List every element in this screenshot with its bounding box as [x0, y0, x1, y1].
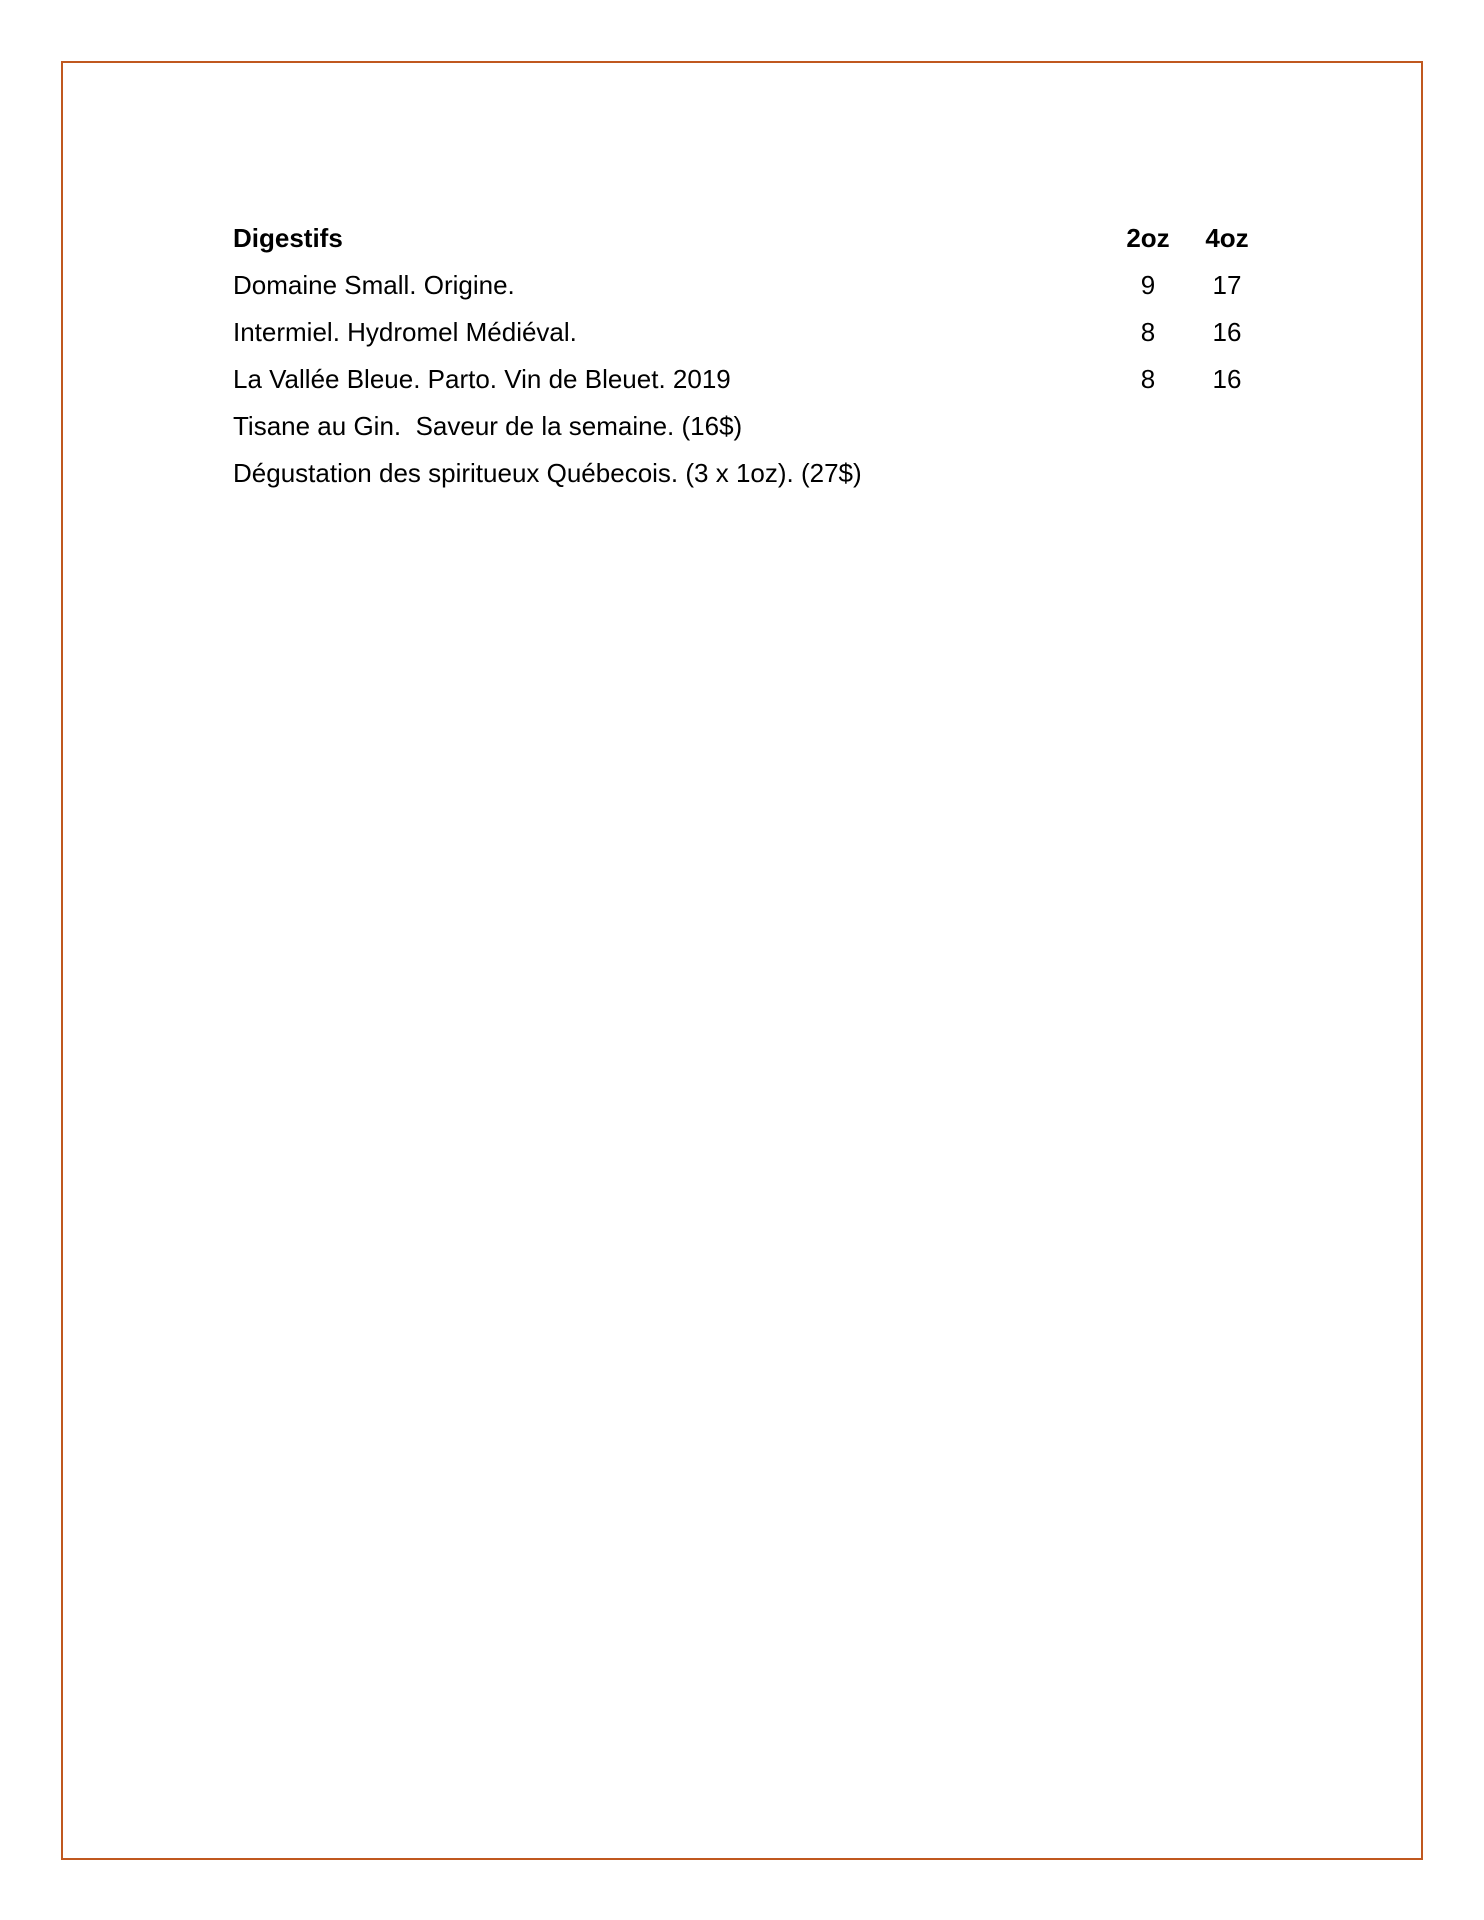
column-header-2oz: 2oz [1126, 223, 1170, 253]
menu-item-price-2oz: 8 [1140, 364, 1156, 394]
menu-item-price-4oz: 17 [1212, 270, 1242, 300]
menu-item [233, 314, 1253, 361]
menu-item [233, 408, 1253, 455]
menu-item [233, 455, 1253, 502]
menu-item-name: La Vallée Bleue. Parto. Vin de Bleuet. 2019 [233, 364, 731, 394]
menu-item-price-4oz: 16 [1212, 317, 1242, 347]
menu-item-price-4oz: 16 [1212, 364, 1242, 394]
menu-item [233, 361, 1253, 408]
menu-item-price-2oz: 9 [1140, 270, 1156, 300]
menu-item-name: Domaine Small. Origine. [233, 270, 515, 300]
menu-item-name: Intermiel. Hydromel Médiéval. [233, 317, 577, 347]
digestifs-menu [233, 220, 1253, 502]
menu-header-row [233, 220, 1253, 267]
menu-item-price-2oz: 8 [1140, 317, 1156, 347]
menu-item [233, 267, 1253, 314]
column-header-4oz: 4oz [1205, 223, 1249, 253]
menu-item-name: Dégustation des spiritueux Québecois. (3 x 1oz). (27$) [233, 458, 862, 488]
menu-item-name: Tisane au Gin. Saveur de la semaine. (16$) [233, 411, 743, 441]
section-heading: Digestifs [233, 223, 343, 253]
